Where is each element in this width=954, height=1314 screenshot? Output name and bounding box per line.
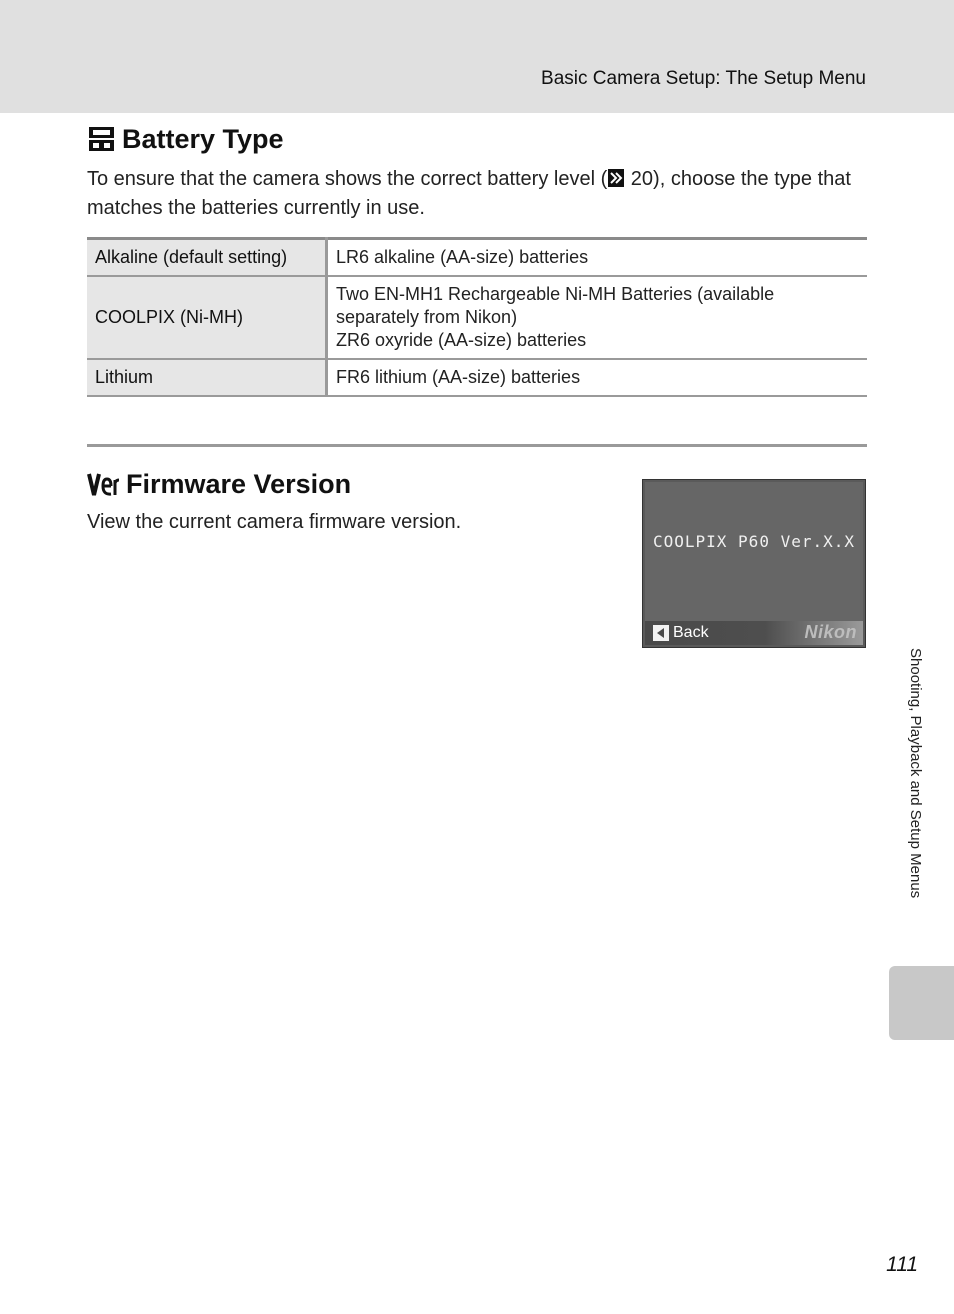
option-description: LR6 alkaline (AA-size) batteries: [327, 239, 868, 277]
battery-type-title: Battery Type: [122, 124, 284, 154]
battery-type-heading: [87, 124, 284, 155]
side-tab-label: Shooting, Playback and Setup Menus: [907, 648, 924, 899]
option-description: Two EN-MH1 Rechargeable Ni-MH Batteries (available separately from Nikon) ZR6 oxyride (AA-size) batteries: [327, 276, 868, 359]
back-button[interactable]: [653, 624, 709, 642]
table-row: [87, 239, 867, 277]
firmware-description: View the current camera firmware version.: [87, 511, 462, 533]
page-number: 111: [886, 1253, 918, 1276]
battery-type-intro: To ensure that the camera shows the correct battery level ( 20), choose the type that matches the batteries currently in use.: [87, 168, 851, 219]
section-divider: [87, 444, 867, 447]
back-arrow-icon: [653, 625, 669, 641]
chapter-tab[interactable]: [889, 966, 954, 1040]
option-description: FR6 lithium (AA-size) batteries: [327, 359, 868, 396]
chapter-title: Basic Camera Setup: The Setup Menu: [541, 68, 866, 89]
option-name: COOLPIX (Ni-MH): [87, 276, 327, 359]
firmware-version-title: Firmware Version: [126, 469, 352, 499]
firmware-version-text: COOLPIX P60 Ver.X.X: [652, 532, 856, 551]
battery-type-icon: [87, 126, 116, 153]
header-band: [0, 0, 954, 113]
camera-screen: [642, 479, 866, 648]
firmware-version-heading: [87, 469, 351, 500]
option-name: Lithium: [87, 359, 327, 396]
firmware-version-icon: [87, 471, 120, 498]
table-row: [87, 276, 867, 359]
battery-type-table: [87, 237, 867, 397]
brand-logo: Nikon: [804, 622, 857, 642]
page-reference-icon[interactable]: [608, 167, 624, 185]
back-label: Back: [673, 624, 709, 641]
table-row: [87, 359, 867, 396]
screen-bottom-bar: [645, 621, 863, 645]
option-name: Alkaline (default setting): [87, 239, 327, 277]
